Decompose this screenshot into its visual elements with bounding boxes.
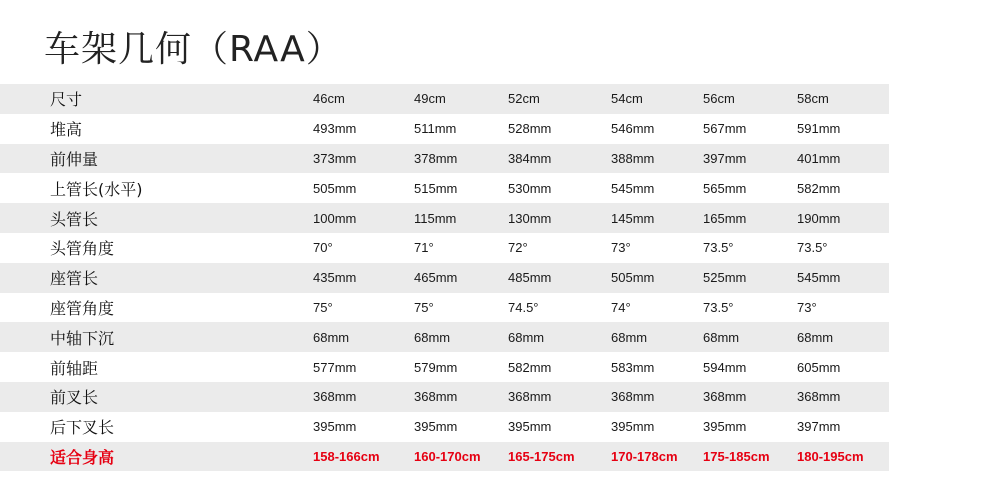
table-row-chainstay [0, 412, 889, 442]
table-cell: 165-175cm [508, 448, 575, 464]
table-row-top-tube [0, 173, 889, 203]
table-cell: 68mm [797, 329, 834, 345]
table-cell: 579mm [414, 359, 458, 375]
table-cell: 73.5° [703, 240, 734, 256]
table-cell: 528mm [508, 121, 552, 137]
table-row-size [0, 84, 889, 114]
table-cell: 465mm [414, 270, 458, 286]
table-cell: 388mm [611, 150, 655, 166]
table-cell: 545mm [611, 180, 655, 196]
table-cell: 368mm [313, 389, 357, 405]
table-cell: 73° [797, 299, 817, 315]
table-cell: 397mm [797, 419, 841, 435]
table-cell: 485mm [508, 270, 552, 286]
table-cell: 75° [414, 299, 434, 315]
table-cell: 368mm [508, 389, 552, 405]
table-cell: 68mm [414, 329, 451, 345]
table-row-seat-tube [0, 263, 889, 293]
table-cell: 368mm [414, 389, 458, 405]
table-cell: 384mm [508, 150, 552, 166]
geometry-table [0, 84, 889, 471]
table-cell: 583mm [611, 359, 655, 375]
row-label: 尺寸 [50, 90, 83, 110]
table-cell: 565mm [703, 180, 747, 196]
table-cell: 68mm [508, 329, 545, 345]
row-label: 前伸量 [50, 149, 99, 169]
table-cell: 530mm [508, 180, 552, 196]
table-cell: 158-166cm [313, 448, 380, 464]
table-cell: 52cm [508, 91, 540, 107]
table-row-fork-length [0, 382, 889, 412]
table-cell: 591mm [797, 121, 841, 137]
table-cell: 145mm [611, 210, 655, 226]
table-cell: 58cm [797, 91, 829, 107]
row-label: 适合身高 [50, 447, 115, 467]
table-cell: 373mm [313, 150, 357, 166]
table-cell: 511mm [414, 121, 457, 137]
table-cell: 525mm [703, 270, 747, 286]
table-cell: 577mm [313, 359, 357, 375]
table-cell: 605mm [797, 359, 841, 375]
row-label: 前轴距 [50, 358, 99, 378]
table-cell: 175-185cm [703, 448, 770, 464]
table-row-head-tube [0, 203, 889, 233]
table-cell: 582mm [797, 180, 841, 196]
table-cell: 582mm [508, 359, 552, 375]
table-cell: 54cm [611, 91, 643, 107]
table-cell: 130mm [508, 210, 552, 226]
table-cell: 368mm [611, 389, 655, 405]
table-cell: 165mm [703, 210, 747, 226]
table-cell: 493mm [313, 121, 357, 137]
row-label: 座管长 [50, 269, 99, 289]
table-cell: 395mm [703, 419, 747, 435]
table-cell: 395mm [414, 419, 458, 435]
table-cell: 68mm [313, 329, 350, 345]
row-label: 上管长(水平) [50, 179, 143, 199]
table-cell: 378mm [414, 150, 458, 166]
row-label: 中轴下沉 [50, 328, 115, 348]
row-label: 头管长 [50, 209, 99, 229]
table-cell: 505mm [611, 270, 655, 286]
table-row-reach [0, 144, 889, 174]
table-cell: 395mm [313, 419, 357, 435]
table-cell: 505mm [313, 180, 357, 196]
table-cell: 115mm [414, 210, 457, 226]
row-label: 座管角度 [50, 298, 115, 318]
table-cell: 190mm [797, 210, 841, 226]
table-cell: 180-195cm [797, 448, 864, 464]
page-title: 车架几何（RAA） [44, 29, 343, 70]
table-cell: 73.5° [703, 299, 734, 315]
table-cell: 170-178cm [611, 448, 678, 464]
table-cell: 74° [611, 299, 631, 315]
table-cell: 435mm [313, 270, 357, 286]
table-row-bb-drop [0, 322, 889, 352]
table-cell: 100mm [313, 210, 357, 226]
table-cell: 73° [611, 240, 631, 256]
table-row-stack [0, 114, 889, 144]
table-row-rider-height [0, 442, 889, 472]
table-cell: 395mm [611, 419, 655, 435]
table-cell: 545mm [797, 270, 841, 286]
table-cell: 594mm [703, 359, 747, 375]
row-label: 后下叉长 [50, 418, 115, 438]
table-cell: 72° [508, 240, 528, 256]
table-cell: 368mm [703, 389, 747, 405]
table-cell: 395mm [508, 419, 552, 435]
row-label: 堆高 [50, 120, 83, 140]
table-cell: 74.5° [508, 299, 539, 315]
table-cell: 71° [414, 240, 434, 256]
table-cell: 75° [313, 299, 333, 315]
table-cell: 68mm [703, 329, 740, 345]
table-cell: 70° [313, 240, 333, 256]
table-cell: 56cm [703, 91, 735, 107]
table-cell: 368mm [797, 389, 841, 405]
table-row-front-center [0, 352, 889, 382]
table-cell: 68mm [611, 329, 648, 345]
table-cell: 401mm [797, 150, 841, 166]
table-cell: 160-170cm [414, 448, 481, 464]
table-cell: 397mm [703, 150, 747, 166]
table-cell: 515mm [414, 180, 458, 196]
row-label: 前叉长 [50, 388, 99, 408]
table-cell: 567mm [703, 121, 747, 137]
table-cell: 73.5° [797, 240, 828, 256]
row-label: 头管角度 [50, 239, 115, 259]
table-row-seat-angle [0, 293, 889, 323]
table-cell: 46cm [313, 91, 345, 107]
table-cell: 546mm [611, 121, 655, 137]
table-row-head-angle [0, 233, 889, 263]
table-cell: 49cm [414, 91, 446, 107]
